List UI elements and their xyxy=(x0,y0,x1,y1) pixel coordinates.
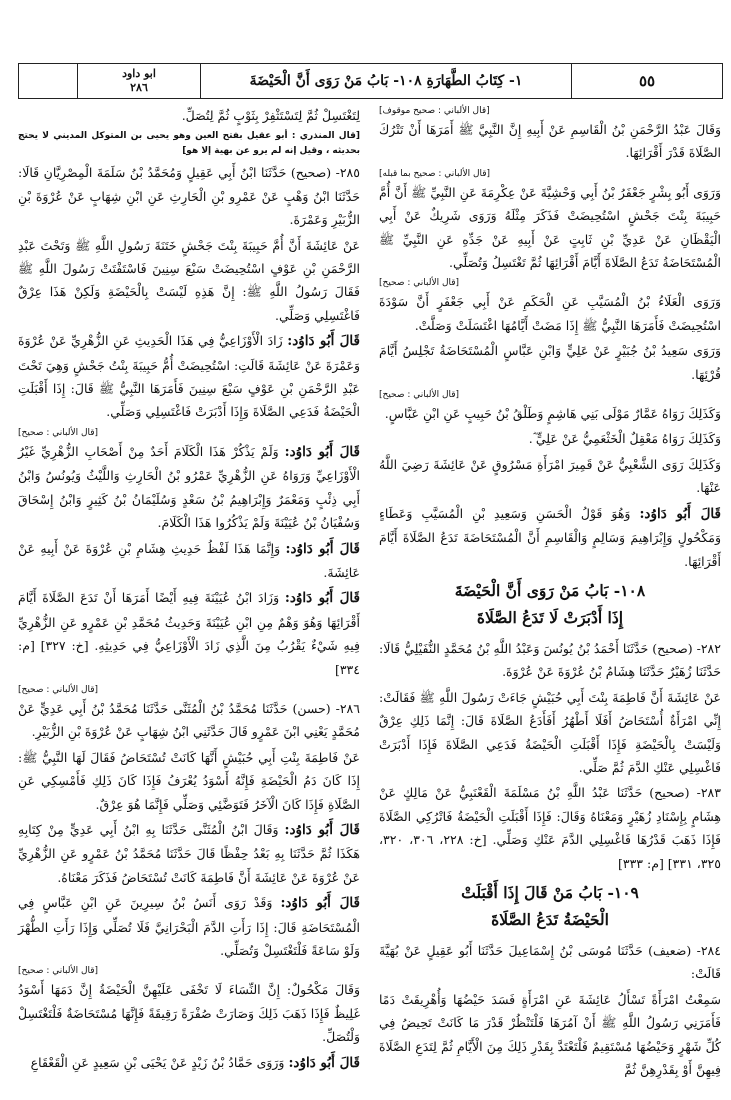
paragraph-text: وَقَالَ ابْنُ الْمُثَنَّى حَدَّثَنَا بِهِ ابْنُ أَبِي عَدِيٍّ مِنْ كِتَابِهِ هَكَذَا ثُمَّ حَدَّثَنَا بِهِ بَعْدُ حِفْظًا قَالَ حَدَّثَنَا مُحَمَّدُ بْنُ عَمْرٍو عَنِ الزُّهْرِيِّ عَنْ عُرْوَةَ عَنْ عَائِشَةَ أَنَّ فَاطِمَةَ كَانَتْ تُسْتَحَاضُ فَذَكَرَ مَعْنَاهُ. xyxy=(18,821,360,885)
hadith-text: سَمِعْتُ امْرَأَةً تَسْأَلُ عَائِشَةَ عَنِ امْرَأَةٍ فَسَدَ حَيْضُهَا وَأُهْرِيقَتْ دَمًا فَأَمَرَنِي رَسُولُ اللَّهِ ﷺ أَنْ آمُرَهَا فَلْتَنْظُرْ قَدْرَ مَا كَانَتْ تَحِيضُ فِي كُلِّ شَهْرٍ وَحَيْضُهَا مُسْتَقِيمٌ فَلْتَعْتَدَّ بِقَدْرِ ذَلِكَ مِنَ الْأَيَّامِ ثُمَّ لِتَدَعِ الصَّلَاةَ فِيهِنَّ أَوْ بِقَدْرِهِنَّ ثُمَّ xyxy=(379,991,721,1077)
hadith-text: عَنْ عَائِشَةَ أَنَّ أُمَّ حَبِيبَةَ بِنْتَ جَحْشٍ خَتَنَةَ رَسُولِ اللَّهِ ﷺ وَتَحْتَ عَبْدِ الرَّحْمَنِ بْنِ عَوْفٍ اسْتُحِيضَتْ سَبْعَ سِنِينَ فَاسْتَفْتَتْ رَسُولَ اللَّهِ ﷺ فَقَالَ رَسُولُ اللَّهِ ﷺ: إِنَّ هَذِهِ لَيْسَتْ بِالْحَيْضَةِ وَلَكِنْ هَذَا عِرْقٌ فَاغْتَسِلِي وَصَلِّي. xyxy=(18,237,360,323)
chapter-title-line: الْحَيْضَةُ تَدَعُ الصَّلَاةَ xyxy=(491,909,609,929)
paragraph: وَكَذَلِكَ رَوَى الشَّعْبِيُّ عَنْ قَمِيرَ امْرَأَةِ مَسْرُوقٍ عَنْ عَائِشَةَ رَضِيَ اللَّهُ عَنْهَا. xyxy=(379,456,721,496)
header-book-cell xyxy=(77,64,200,98)
paragraph: وَرَوَى أَبُو بِشْرٍ جَعْفَرُ بْنُ أَبِي وَحْشِيَّةَ عَنْ عِكْرِمَةَ عَنِ النَّبِيِّ ﷺ أَنَّ أُمَّ حَبِيبَةَ بِنْتَ جَحْشٍ اسْتُحِيضَتْ فَذَكَرَ مِثْلَهُ وَرَوَى شَرِيكٌ عَنْ أَبِي الْيَقْظَانِ عَنْ عَدِيِّ بْنِ ثَابِتٍ عَنْ أَبِيهِ عَنْ جَدِّهِ عَنِ النَّبِيِّ ﷺ الْمُسْتَحَاضَةُ تَدَعُ الصَّلَاةَ أَيَّامَ أَقْرَائِهَا ثُمَّ تَغْتَسِلُ وَتُصَلِّي. xyxy=(379,184,721,271)
paragraph-text: وَهُوَ قَوْلُ الْحَسَنِ وَسَعِيدِ بْنِ الْمُسَيَّبِ وَعَطَاءٍ وَمَكْحُولٍ وَإِبْرَاهِيمَ وَسَالِمٍ وَالْقَاسِمِ أَنَّ الْمُسْتَحَاضَةَ تَدَعُ الصَّلَاةَ أَيَّامَ أَقْرَائِهَا. xyxy=(379,505,721,569)
paragraph: وَقَالَ عَبْدُ الرَّحْمَنِ بْنُ الْقَاسِمِ عَنْ أَبِيهِ إِنَّ النَّبِيَّ ﷺ أَمَرَهَا أَنْ تَتْرُكَ الصَّلَاةَ قَدْرَ أَقْرَائِهَا. xyxy=(379,122,721,161)
albani-note: [قال الألباني : صحيح بما قبله] xyxy=(379,168,491,179)
left-column xyxy=(18,104,360,1077)
paragraph: وَقَالَ مَكْحُولٌ: إِنَّ النِّسَاءَ لَا تَخْفَى عَلَيْهِنَّ الْحَيْضَةُ إِنَّ دَمَهَا أَسْوَدُ غَلِيظٌ فَإِذَا ذَهَبَ ذَلِكَ وَصَارَتْ صُفْرَةً رَقِيقَةً فَإِنَّهَا مُسْتَحَاضَةٌ فَلْتَغْتَسِلْ وَلْتُصَلِّ. xyxy=(18,982,360,1045)
hadith-284: ٢٨٤- (ضعيف) حَدَّثَنَا مُوسَى بْنُ إِسْمَاعِيلَ حَدَّثَنَا أَبُو عَقِيلٍ عَنْ بُهَيَّةَ قَالَتْ: xyxy=(379,942,721,982)
paragraph xyxy=(18,1051,360,1075)
right-column xyxy=(379,104,721,1083)
paragraph-text: وَلَمْ يَذْكُرْ هَذَا الْكَلَامَ أَحَدٌ مِنْ أَصْحَابِ الزُّهْرِيِّ غَيْرُ الْأَوْزَاعِيِّ وَرَوَاهُ عَنِ الزُّهْرِيِّ عَمْرُو بْنُ الْحَارِثِ وَاللَّيْثُ وَيُونُسُ وَابْنُ أَبِي ذِئْبٍ وَمَعْمَرٌ وَإِبْرَاهِيمُ بْنُ سَعْدٍ وَسُلَيْمَانُ بْنُ كَثِيرٍ وَابْنُ إِسْحَاقَ وَسُفْيَانُ بْنُ عُيَيْنَةَ وَلَمْ يَذْكُرُوا هَذَا الْكَلَامَ. xyxy=(18,443,360,531)
paragraph: لِتَغْتَسِلْ ثُمَّ لِتَسْتَثْفِرْ بِثَوْبٍ ثُمَّ لِتُصَلِّ. xyxy=(181,108,360,123)
albani-note: [قال الألباني : صحيح] xyxy=(18,427,99,438)
page-number: ٥٥ xyxy=(571,64,722,98)
book-page: ٢٨٦ xyxy=(130,81,148,94)
paragraph: وَكَذَلِكَ رَوَاهُ مَعْقِلٌ الْخَثْعَمِيُّ عَنْ عَلِيٍّ ؓ. xyxy=(528,431,721,447)
chapter-title-line: إِذَا أَدْبَرَتْ لَا تَدَعُ الصَّلَاةَ xyxy=(476,607,624,627)
abu-dawud-says: قَالَ أَبُو دَاوُد: xyxy=(284,590,360,607)
chapter-title-line: ١٠٩- بَابُ مَنْ قَالَ إِذَا أَقْبَلَتْ xyxy=(461,882,639,902)
albani-note: [قال الألباني : صحيح] xyxy=(379,390,460,401)
page xyxy=(10,8,721,1092)
albani-note: [قال الألباني : صحيح موقوف] xyxy=(379,106,490,116)
paragraph xyxy=(18,329,360,424)
chapter-heading-109 xyxy=(379,879,721,933)
abu-dawud-says: قَالَ أَبُو دَاوُد: xyxy=(280,895,360,912)
abu-dawud-says: قَالَ أَبُو دَاوُد: xyxy=(288,1054,360,1071)
paragraph-text: وَإِنَّمَا هَذَا لَفْظُ حَدِيثِ هِشَامِ بْنِ عُرْوَةَ عَنْ أَبِيهِ عَنْ عَائِشَةَ. xyxy=(18,540,360,580)
paragraph xyxy=(18,537,360,585)
chapter-heading-108 xyxy=(379,577,721,631)
hadith-text: عَنْ عَائِشَةَ أَنَّ فَاطِمَةَ بِنْتَ أَبِي حُبَيْشٍ جَاءَتْ رَسُولَ اللَّهِ ﷺ فَقَالَتْ: إِنِّي امْرَأَةٌ أُسْتَحَاضُ أَفَلَا أَطْهُرُ أَفَأَدَعُ الصَّلَاةَ قَالَ: إِنَّمَا ذَلِكِ عِرْقٌ وَلَيْسَتْ بِالْحَيْضَةِ فَإِذَا أَقْبَلَتِ الْحَيْضَةُ فَدَعِي الصَّلَاةَ فَإِذَا أَدْبَرَتْ فَاغْسِلِي عَنْكِ الدَّمَ ثُمَّ صَلِّي. xyxy=(379,689,721,775)
paragraph-text: وَزَادَ ابْنُ عُيَيْنَةَ فِيهِ أَيْضًا أَمَرَهَا أَنْ تَدَعَ الصَّلَاةَ أَيَّامَ أَقْرَائِهَا وَهُوَ وَهْمٌ مِنِ ابْنِ عُيَيْنَةَ وَحَدِيثُ مُحَمَّدِ بْنِ عَمْرٍو عَنِ الزُّهْرِيِّ فِيهِ شَيْءٌ يَقْرُبُ مِنَ الَّذِي زَادَ الْأَوْزَاعِيُّ فِي حَدِيثِهِ. [خ: ٣٢٧] [م: ٣٣٤] xyxy=(18,590,360,677)
hadith-text: عَنْ فَاطِمَةَ بِنْتِ أَبِي حُبَيْشٍ أَنَّهَا كَانَتْ تُسْتَحَاضُ فَقَالَ لَهَا النَّبِيُّ ﷺ: إِذَا كَانَ دَمُ الْحَيْضَةِ فَإِنَّهُ أَسْوَدُ يُعْرَفُ فَإِذَا كَانَ ذَلِكِ فَأَمْسِكِي عَنِ الصَّلَاةِ فَإِذَا كَانَ الْآخَرُ فَتَوَضَّئِي وَصَلِّي فَإِنَّمَا هُوَ عِرْقٌ. xyxy=(18,749,360,812)
abu-dawud-says: قَالَ أَبُو دَاوُد: xyxy=(284,821,360,838)
albani-note: [قال الألباني : صحيح] xyxy=(18,684,99,695)
paragraph xyxy=(18,891,360,962)
paragraph: وَرَوَى الْعَلَاءُ بْنُ الْمُسَيَّبِ عَنِ الْحَكَمِ عَنْ أَبِي جَعْفَرٍ أَنَّ سَوْدَةَ اسْتُحِيضَتْ فَأَمَرَهَا النَّبِيُّ ﷺ إِذَا مَضَتْ أَيَّامُهَا اغْتَسَلَتْ وَصَلَّتْ. xyxy=(379,294,721,333)
abu-dawud-says: قَالَ أَبُو دَاوُد: xyxy=(287,333,360,350)
abu-dawud-says: قَالَ أَبُو دَاوُد: xyxy=(284,443,360,460)
paragraph xyxy=(18,440,360,535)
abu-dawud-says: قَالَ أَبُو دَاوُد: xyxy=(639,505,721,522)
paragraph-text: زَادَ الْأَوْزَاعِيُّ فِي هَذَا الْحَدِيثِ عَنِ الزُّهْرِيِّ عَنْ عُرْوَةَ وَعَمْرَةَ عَنْ عَائِشَةَ قَالَتِ: اسْتُحِيضَتْ أُمُّ حَبِيبَةَ بِنْتُ جَحْشٍ وَهِيَ تَحْتَ عَبْدِ الرَّحْمَنِ بْنِ عَوْفٍ سَبْعَ سِنِينَ فَأَمَرَهَا النَّبِيُّ ﷺ قَالَ: إِذَا أَقْبَلَتِ الْحَيْضَةُ فَدَعِي الصَّلَاةَ وَإِذَا أَدْبَرَتْ فَاغْتَسِلِي وَصَلِّي. xyxy=(18,333,360,420)
albani-note: [قال الألباني : صحيح] xyxy=(379,278,460,289)
book-name: ابو داود xyxy=(122,67,156,80)
chapter-title-line: ١٠٨- بَابُ مَنْ رَوَى أَنَّ الْحَيْضَةَ xyxy=(454,580,646,600)
running-title: ١- كِتَابُ الطَّهَارَةِ ١٠٨- بَابُ مَنْ رَوَى أَنَّ الْحَيْضَةَ xyxy=(200,64,571,98)
mundhiri-note: [قال المنذري : أبو عقيل بفتح العين وهو يحيى بن المتوكل المديني لا يحتج بحديثه ، وقيل إنه لم يرو عن بهية إلا هو] xyxy=(18,131,360,157)
albani-note: [قال الألباني : صحيح] xyxy=(18,966,99,977)
hadith-283: ٢٨٣- (صحيح) حَدَّثَنَا عَبْدُ اللَّهِ بْنُ مَسْلَمَةَ الْقَعْنَبِيُّ عَنْ مَالِكٍ عَنْ هِشَامٍ بِإِسْنَادِ زُهَيْرٍ وَمَعْنَاهُ وَقَالَ: فَإِذَا أَقْبَلَتِ الْحَيْضَةُ فَاتْرُكِي الصَّلَاةَ فَإِذَا ذَهَبَ قَدْرُهَا فَاغْسِلِي الدَّمَ عَنْكِ وَصَلِّي. [خ: ٢٢٨، ٣٠٦، ٣٢٠، ٣٢٥، ٣٣١] [م: ٣٣٣] xyxy=(379,785,721,871)
header-empty-cell xyxy=(19,64,77,98)
paragraph-text: وَقَدْ رَوَى أَنَسُ بْنُ سِيرِينَ عَنِ ابْنِ عَبَّاسٍ فِي الْمُسْتَحَاضَةِ قَالَ: إِذَا رَأَتِ الدَّمَ الْبَحْرَانِيَّ فَلَا تُصَلِّي وَإِذَا رَأَتِ الطُّهْرَ وَلَوْ سَاعَةً فَلْتَغْتَسِلْ وَتُصَلِّي. xyxy=(18,895,360,958)
paragraph xyxy=(18,818,360,889)
hadith-285: ٢٨٥- (صحيح) حَدَّثَنَا ابْنُ أَبِي عَقِيلٍ وَمُحَمَّدُ بْنُ سَلَمَةَ الْمِصْرِيَّانِ قَالَا: حَدَّثَنَا ابْنُ وَهْبٍ عَنْ عَمْرِو بْنِ الْحَارِثِ عَنِ ابْنِ شِهَابٍ عَنْ عُرْوَةَ بْنِ الزُّبَيْرِ وَعَمْرَةَ. xyxy=(18,165,360,228)
paragraph: وَرَوَى سَعِيدُ بْنُ جُبَيْرٍ عَنْ عَلِيٍّ وَابْنِ عَبَّاسٍ الْمُسْتَحَاضَةُ تَجْلِسُ أَيَّامَ قُرْئِهَا. xyxy=(379,343,721,382)
paragraph xyxy=(18,586,360,681)
paragraph: وَكَذَلِكَ رَوَاهُ عَمَّارٌ مَوْلَى بَنِي هَاشِمٍ وَطَلْقُ بْنُ حَبِيبٍ عَنِ ابْنِ عَبَّاسٍ. xyxy=(384,406,721,422)
running-header xyxy=(18,63,723,99)
paragraph-text: وَرَوَى حَمَّادُ بْنُ زَيْدٍ عَنْ يَحْيَى بْنِ سَعِيدٍ عَنِ الْقَعْقَاعِ xyxy=(30,1054,289,1070)
hadith-286: ٢٨٦- (حسن) حَدَّثَنَا مُحَمَّدُ بْنُ الْمُثَنَّى حَدَّثَنَا مُحَمَّدُ بْنُ أَبِي عَدِيٍّ عَنْ مُحَمَّدٍ يَعْنِي ابْنَ عَمْرٍو قَالَ حَدَّثَنِي ابْنُ شِهَابٍ عَنْ عُرْوَةَ بْنِ الزُّبَيْرِ. xyxy=(18,700,360,740)
abu-dawud-says: قَالَ أَبُو دَاوُد: xyxy=(285,540,360,557)
hadith-282: ٢٨٢- (صحيح) حَدَّثَنَا أَحْمَدُ بْنُ يُونُسَ وَعَبْدُ اللَّهِ بْنُ مُحَمَّدٍ النُّفَيْلِيُّ قَالَا: حَدَّثَنَا زُهَيْرٌ حَدَّثَنَا هِشَامُ بْنُ عُرْوَةَ عَنْ عُرْوَةَ. xyxy=(379,640,721,680)
paragraph xyxy=(379,502,721,573)
